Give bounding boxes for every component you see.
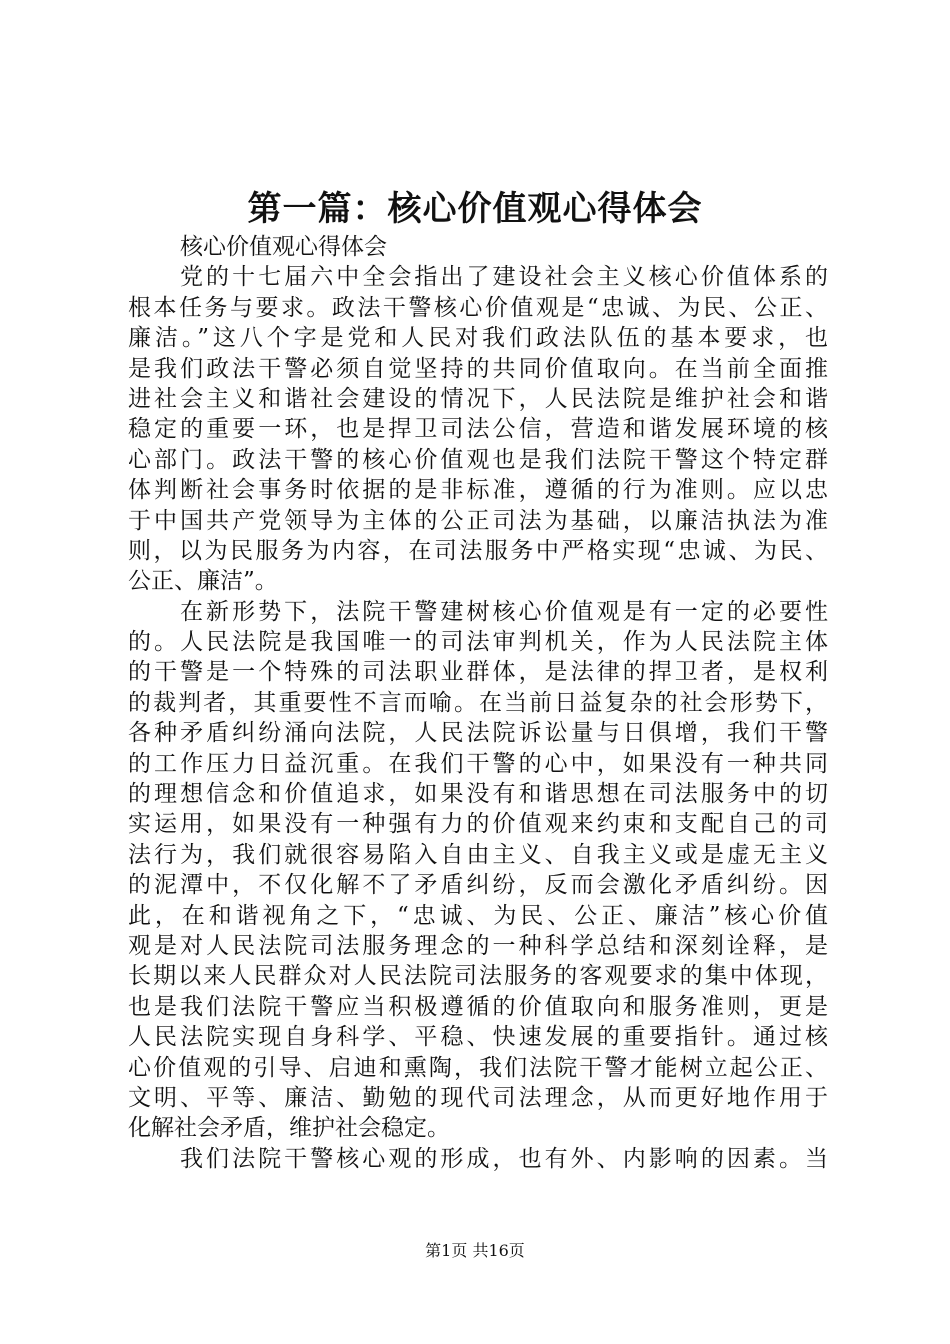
- text-line: 在新形势下，法院干警建树核心价值观是有一定的必要性: [180, 598, 828, 625]
- text-line: 人民法院实现自身科学、平稳、快速发展的重要指针。通过核: [128, 1024, 828, 1051]
- document-title: 第一篇：核心价值观心得体会: [247, 189, 703, 229]
- text-line: 的干警是一个特殊的司法职业群体，是法律的捍卫者，是权利: [128, 659, 828, 686]
- text-line: 各种矛盾纠纷涌向法院，人民法院诉讼量与日俱增，我们干警: [128, 720, 828, 747]
- text-line: 核心价值观心得体会: [180, 234, 387, 260]
- text-line: 党的十七届六中全会指出了建设社会主义核心价值体系的: [180, 264, 828, 291]
- text-line: 公正、廉洁”。: [128, 568, 278, 595]
- text-line: 法行为，我们就很容易陷入自由主义、自我主义或是虚无主义: [128, 841, 828, 868]
- text-line: 的裁判者，其重要性不言而喻。在当前日益复杂的社会形势下，: [128, 689, 828, 716]
- text-line: 的理想信念和价值追求，如果没有和谐思想在司法服务中的切: [128, 781, 828, 808]
- text-line: 是我们政法干警必须自觉坚持的共同价值取向。在当前全面推: [128, 355, 828, 382]
- text-line: 长期以来人民群众对人民法院司法服务的客观要求的集中体现，: [128, 963, 828, 990]
- text-line: 心部门。政法干警的核心价值观也是我们法院干警这个特定群: [128, 446, 828, 473]
- text-line: 观是对人民法院司法服务理念的一种科学总结和深刻诠释，是: [128, 932, 828, 959]
- text-line: 实运用，如果没有一种强有力的价值观来约束和支配自己的司: [128, 811, 828, 838]
- text-line: 化解社会矛盾，维护社会稳定。: [128, 1115, 450, 1142]
- text-line: 体判断社会事务时依据的是非标准，遵循的行为准则。应以忠: [128, 477, 828, 504]
- text-line: 文明、平等、廉洁、勤勉的现代司法理念，从而更好地作用于: [128, 1084, 828, 1111]
- text-line: 的泥潭中，不仅化解不了矛盾纠纷，反而会激化矛盾纠纷。因: [128, 872, 828, 899]
- text-line: 根本任务与要求。政法干警核心价值观是“忠诚、为民、公正、: [128, 294, 828, 321]
- text-line: 的。人民法院是我国唯一的司法审判机关，作为人民法院主体: [128, 629, 828, 656]
- page-footer: 第1页 共16页: [425, 1241, 525, 1260]
- text-line: 于中国共产党领导为主体的公正司法为基础，以廉洁执法为准: [128, 507, 828, 534]
- text-line: 的工作压力日益沉重。在我们干警的心中，如果没有一种共同: [128, 750, 828, 777]
- text-line: 进社会主义和谐社会建设的情况下，人民法院是维护社会和谐: [128, 385, 828, 412]
- document-body: [128, 232, 828, 1174]
- text-line: 稳定的重要一环，也是捍卫司法公信，营造和谐发展环境的核: [128, 416, 828, 443]
- text-line: 我们法院干警核心观的形成，也有外、内影响的因素。当: [180, 1145, 828, 1172]
- text-line: 心价值观的引导、启迪和熏陶，我们法院干警才能树立起公正、: [128, 1054, 828, 1081]
- text-line: 则，以为民服务为内容，在司法服务中严格实现“忠诚、为民、: [128, 537, 828, 564]
- text-line: 也是我们法院干警应当积极遵循的价值取向和服务准则，更是: [128, 993, 828, 1020]
- text-line: 此，在和谐视角之下，“忠诚、为民、公正、廉洁”核心价值: [128, 902, 828, 929]
- text-line: 廉洁。”这八个字是党和人民对我们政法队伍的基本要求，也: [128, 325, 828, 352]
